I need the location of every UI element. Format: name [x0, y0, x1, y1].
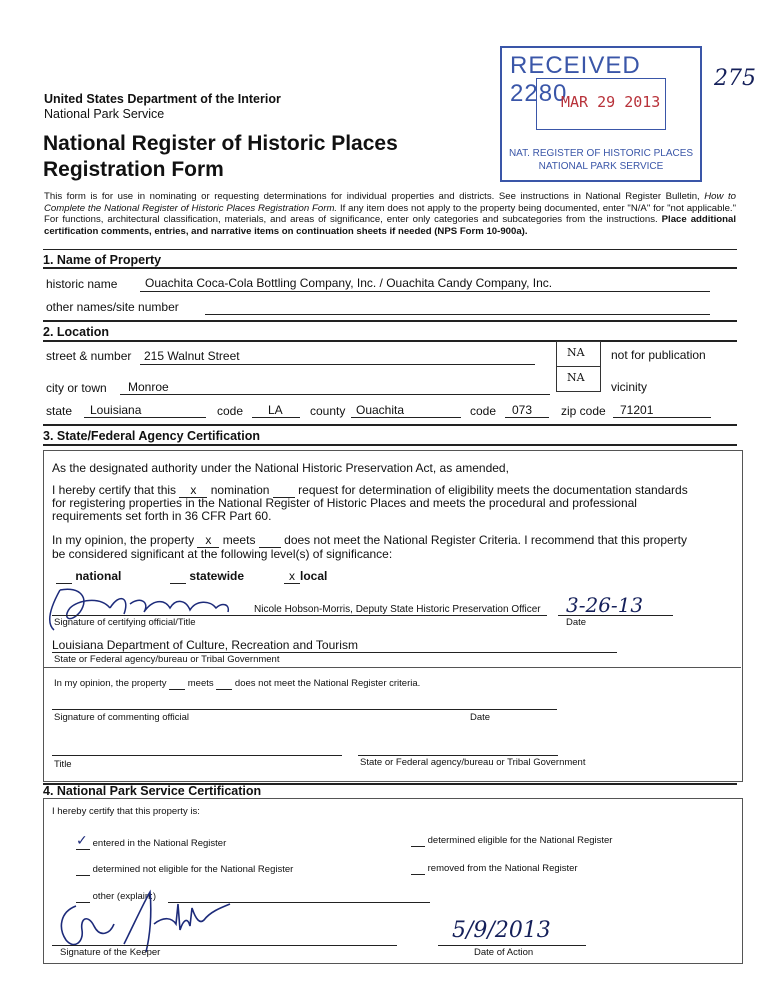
stamp-received: RECEIVED 2280: [510, 52, 641, 107]
other-names-label: other names/site number: [46, 300, 179, 314]
intro-text-1: This form is for use in nominating or requesting determinations for individual properties and districts. See instructions in National Register Bulletin,: [44, 191, 705, 202]
intro-text-2: If any item does not apply to the property being documented, enter "N/A" for "not applicable." For functions, architectural classification, materials, and areas of significance, enter only categories and subcategories from the instructions.: [44, 202, 736, 225]
city-label: city or town: [46, 381, 107, 395]
section1-heading: 1. Name of Property: [43, 253, 162, 267]
option-determined-eligible[interactable]: [411, 835, 612, 847]
date-label: Date: [566, 617, 587, 628]
section2-heading: 2. Location: [43, 325, 109, 339]
national-label: national: [75, 569, 122, 583]
state-label: state: [46, 404, 73, 418]
section4-heading: 4. National Park Service Certification: [43, 784, 262, 798]
not-for-publication-label: not for publication: [611, 348, 706, 362]
removed-label: removed from the National Register: [427, 863, 578, 874]
form-title-2: Registration Form: [43, 158, 224, 181]
commenting-signature-label: Signature of commenting official: [54, 712, 190, 723]
level-local[interactable]: [284, 569, 327, 584]
street-label: street & number: [46, 349, 132, 363]
local-label: local: [300, 569, 328, 583]
authority-text: As the designated authority under the National Historic Preservation Act, as amended,: [52, 461, 509, 475]
ref-number: 275: [714, 66, 756, 91]
comment-line: [54, 678, 420, 690]
service-name: National Park Service: [44, 107, 165, 121]
certify-line-2: for registering properties in the National Register of Historic Places and meets the procedural and professional: [52, 496, 637, 510]
stamp-line1: NAT. REGISTER OF HISTORIC PLACES: [508, 148, 694, 159]
code-value[interactable]: LA: [268, 403, 283, 417]
action-date-value: 5/9/2013: [452, 918, 551, 943]
county-code-value[interactable]: 073: [512, 403, 533, 417]
keeper-signature-label: Signature of the Keeper: [60, 947, 161, 958]
agency2-label: State or Federal agency/bureau or Tribal Government: [360, 757, 586, 768]
zip-value[interactable]: 71201: [620, 403, 654, 417]
certify-nomination-check[interactable]: x: [179, 483, 207, 498]
vicinity-label: vicinity: [611, 380, 648, 394]
certify-a: I hereby certify that this: [52, 483, 177, 497]
na-box-vicinity[interactable]: [556, 366, 601, 392]
form-title-1: National Register of Historic Places: [43, 132, 398, 155]
code-label: code: [217, 404, 244, 418]
dept-name: United States Department of the Interior: [44, 92, 281, 106]
certifying-signature: [40, 578, 250, 638]
certify-line-3: requirements set forth in 36 CFR Part 60.: [52, 509, 272, 523]
street-value[interactable]: 215 Walnut Street: [144, 349, 240, 363]
na-vicinity: NA: [567, 371, 585, 384]
opinion-c: does not meet the National Register Criteria. I recommend that this property: [284, 533, 687, 547]
agency-label: State or Federal agency/bureau or Tribal Government: [54, 654, 280, 665]
nps-certify-text: I hereby certify that this property is:: [52, 806, 200, 817]
intro-bold: Place additional certification comments, entries, and narrative items on continuation sheets if needed (NPS Form 10-900a).: [44, 214, 736, 237]
section3-heading: 3. State/Federal Agency Certification: [43, 429, 260, 443]
opinion-meets-check[interactable]: x: [197, 533, 219, 548]
action-date-label: Date of Action: [474, 947, 534, 958]
statewide-label: statewide: [189, 569, 245, 583]
comment-c: does not meet the National Register criteria.: [234, 678, 421, 689]
determined-eligible-label: determined eligible for the National Register: [427, 835, 613, 846]
opinion-b: meets: [222, 533, 256, 547]
agency-value[interactable]: Louisiana Department of Culture, Recreation and Tourism: [52, 638, 358, 652]
comment-b: meets: [187, 678, 214, 689]
historic-name-value[interactable]: Ouachita Coca-Cola Bottling Company, Inc. / Ouachita Candy Company, Inc.: [145, 276, 553, 290]
county-value[interactable]: Ouachita: [356, 403, 405, 417]
certify-date-value: 3-26-13: [566, 593, 644, 617]
intro-paragraph: [44, 191, 736, 237]
na-box-publication[interactable]: [556, 341, 601, 367]
city-value[interactable]: Monroe: [128, 380, 169, 394]
comment-meets-check[interactable]: [169, 678, 185, 690]
commenting-date-label: Date: [470, 712, 491, 723]
other-label: other (explain:): [92, 891, 157, 902]
opinion-not-meet-check[interactable]: [259, 533, 281, 548]
state-value[interactable]: Louisiana: [90, 403, 142, 417]
county-label: county: [310, 404, 346, 418]
stamp-date: MAR 29 2013: [561, 93, 661, 111]
not-eligible-label: determined not eligible for the National Register: [92, 864, 294, 875]
na-publication: NA: [567, 346, 585, 359]
stamp-date-box: [536, 78, 666, 130]
option-entered[interactable]: [76, 832, 227, 850]
historic-name-label: historic name: [46, 277, 118, 291]
stamp-line2: NATIONAL PARK SERVICE: [538, 161, 664, 172]
opinion-line: [52, 533, 687, 548]
comment-not-meet-check[interactable]: [216, 678, 232, 690]
opinion-line-2: be considered significant at the following level(s) of significance:: [52, 547, 393, 561]
local-check: x: [284, 569, 300, 584]
certify-c: request for determination of eligibility meets the documentation standards: [298, 483, 688, 497]
intro-italic: How to Complete the National Register of Historic Places Registration Form.: [44, 191, 736, 214]
option-not-eligible[interactable]: [76, 864, 293, 876]
received-stamp: [500, 46, 702, 182]
entered-label: entered in the National Register: [92, 838, 227, 849]
certify-b: nomination: [210, 483, 270, 497]
opinion-a: In my opinion, the property: [52, 533, 195, 547]
officer-name: Nicole Hobson-Morris, Deputy State Historic Preservation Officer: [254, 604, 541, 615]
option-removed[interactable]: [411, 863, 578, 875]
county-code-label: code: [470, 404, 497, 418]
check-mark-icon: ✓: [76, 832, 88, 848]
zip-label: zip code: [561, 404, 606, 418]
title-label: Title: [54, 759, 72, 770]
comment-a: In my opinion, the property: [54, 678, 167, 689]
signature-label: Signature of certifying official/Title: [54, 617, 196, 628]
